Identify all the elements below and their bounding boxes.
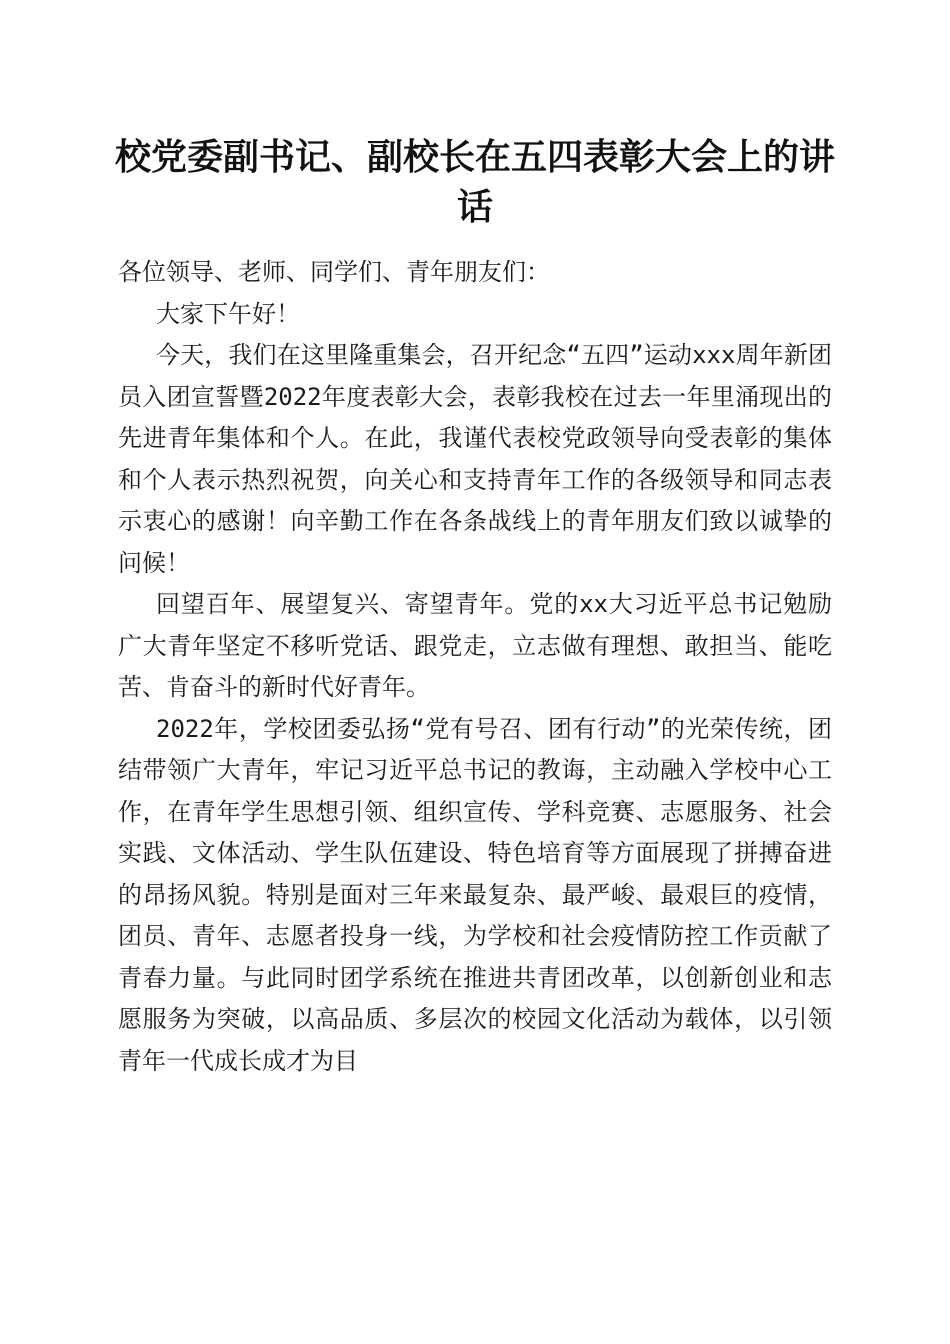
paragraph-looking-back: 回望百年、展望复兴、寄望青年。党的xx大习近平总书记勉励广大青年坚定不移听党话、跟党走，立志做有理想、敢担当、能吃苦、肯奋斗的新时代好青年。 bbox=[118, 590, 832, 701]
document-body bbox=[118, 252, 832, 1082]
paragraph-opening: 今天，我们在这里隆重集会，召开纪念“五四”运动xxx周年新团员入团宣誓暨2022年度表彰大会，表彰我校在过去一年里涌现出的先进青年集体和个人。在此，我谨代表校党政领导向受表彰的集体和个人表示热烈祝贺，向关心和支持青年工作的各级领导和同志表示衷心的感谢！向辛勤工作在各条战线上的青年朋友们致以诚挚的问候！ bbox=[118, 341, 832, 577]
document-title: 校党委副书记、副校长在五四表彰大会上的讲话 bbox=[114, 136, 835, 228]
paragraph-greeting: 大家下午好！ bbox=[156, 299, 300, 328]
salutation: 各位领导、老师、同学们、青年朋友们： bbox=[118, 258, 550, 286]
paragraph-2022-work: 2022年，学校团委弘扬“党有号召、团有行动”的光荣传统，团结带领广大青年，牢记习近平总书记的教诲，主动融入学校中心工作，在青年学生思想引领、组织宣传、学科竞赛、志愿服务、社会实践、文体活动、学生队伍建设、特色培育等方面展现了拼搏奋进的昂扬风貌。特别是面对三年来最复杂、最严峻、最艰巨的疫情，团员、青年、志愿者投身一线，为学校和社会疫情防控工作贡献了青春力量。与此同时团学系统在推进共青团改革，以创新创业和志愿服务为突破，以高品质、多层次的校园文化活动为载体，以引领青年一代成长成才为目 bbox=[118, 714, 832, 1075]
